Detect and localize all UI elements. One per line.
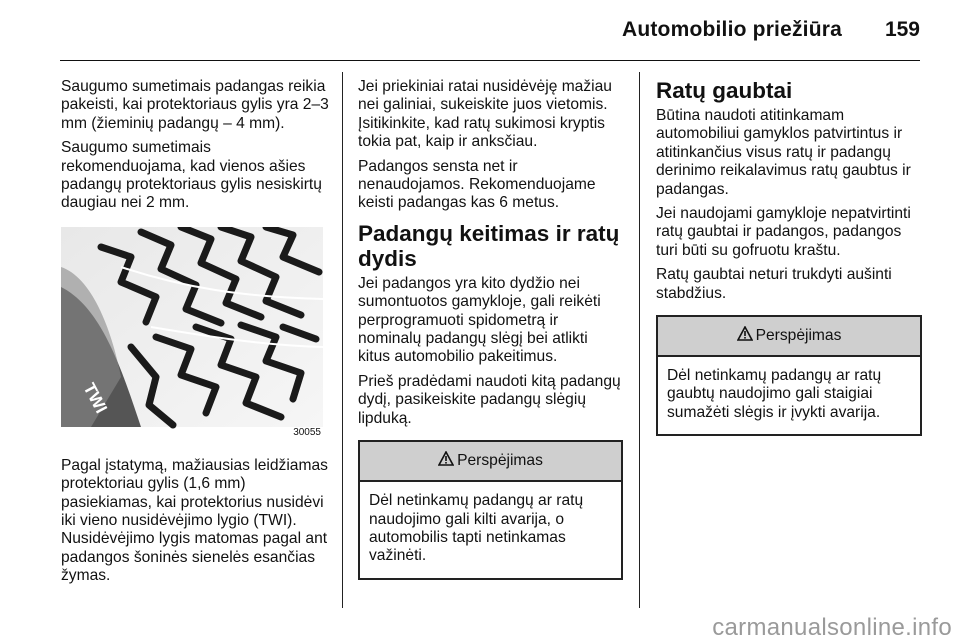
warning-triangle-icon bbox=[737, 326, 753, 346]
paragraph: Jei padangos yra kito dydžio nei sumontuotos gamykloje, gali reikėti perprogramuoti spidometrą ir nominalų padangų slėgį bei atlikti kitus automobilio pakeitimus. bbox=[358, 274, 601, 366]
warning-box bbox=[358, 440, 623, 580]
watermark: carmanualsonline.info bbox=[712, 614, 952, 641]
warning-box bbox=[656, 315, 922, 436]
column-2 bbox=[358, 78, 622, 580]
warning-title: Perspėjimas bbox=[755, 326, 842, 344]
page-number: 159 bbox=[884, 18, 920, 41]
column-divider-1 bbox=[342, 72, 343, 608]
section-heading: Padangų keitimas ir ratų dydis bbox=[358, 220, 620, 271]
page-title: Automobilio priežiūra bbox=[621, 18, 842, 41]
paragraph: Pagal įstatymą, mažiausias leidžiamas protektoriau gylis (1,6 mm) pasiekiamas, kai protektorius nusidėvi iki vieno nusidėvėjimo lygio (TWI). Nusidėvėjimo lygis matomas pagal ant padangos šoninės sienelės esančias žymas. bbox=[61, 456, 328, 585]
paragraph: Būtina naudoti atitinkamam automobiliui gamyklos patvirtintus ir atitinkančius visus ratų ir padangų derinimo reikalavimus ratų gaubtus ir padangas. bbox=[656, 107, 911, 198]
warning-header bbox=[658, 317, 920, 357]
tire-tread-drawing bbox=[61, 227, 323, 441]
paragraph: Padangos sensta net ir nenaudojamos. Rekomenduojame keisti padangas kas 6 metus. bbox=[358, 157, 596, 212]
warning-text: Dėl netinkamų padangų ar ratų naudojimo gali kilti avarija, o automobilis tapti netinkamas važinėti. bbox=[369, 492, 584, 565]
paragraph: Prieš pradėdami naudoti kitą padangų dydį, pasikeiskite padangų slėgių lipduką. bbox=[358, 372, 621, 427]
paragraph: Jei naudojami gamykloje nepatvirtinti ratų gaubtai ir padangos, padangos turi būti su gofruotu kraštu. bbox=[656, 205, 911, 259]
warning-title: Perspėjimas bbox=[457, 451, 543, 469]
paragraph: Jei priekiniai ratai nusidėvėję mažiau nei galiniai, sukeiskite juos vietomis. Įsitikinkite, kad ratų sukimosi kryptis tokia pat, kaip ir anksčiau. bbox=[358, 78, 612, 151]
header-divider bbox=[60, 60, 920, 61]
warning-text: Dėl netinkamų padangų ar ratų gaubtų naudojimo gali staigiai sumažėti slėgis ir įvykti avarija. bbox=[667, 367, 882, 421]
warning-header bbox=[360, 442, 621, 482]
paragraph: Saugumo sumetimais rekomenduojama, kad vienos ašies padangų protektoriaus gylis nesiskirtų daugiau nei 2 mm. bbox=[61, 139, 322, 212]
warning-triangle-icon bbox=[438, 451, 454, 471]
paragraph: Saugumo sumetimais padangas reikia pakeisti, kai protektoriaus gylis yra 2–3 mm (žieminių padangų – 4 mm). bbox=[61, 78, 329, 132]
column-divider-2 bbox=[639, 72, 640, 608]
paragraph: Ratų gaubtai neturi trukdyti aušinti stabdžius. bbox=[656, 266, 892, 302]
column-3 bbox=[656, 78, 922, 436]
section-heading: Ratų gaubtai bbox=[656, 78, 793, 103]
figure-number: 30055 bbox=[293, 427, 321, 439]
twi-label: TWI bbox=[79, 379, 111, 417]
tire-tread-illustration bbox=[61, 227, 323, 441]
column-1 bbox=[61, 78, 329, 592]
